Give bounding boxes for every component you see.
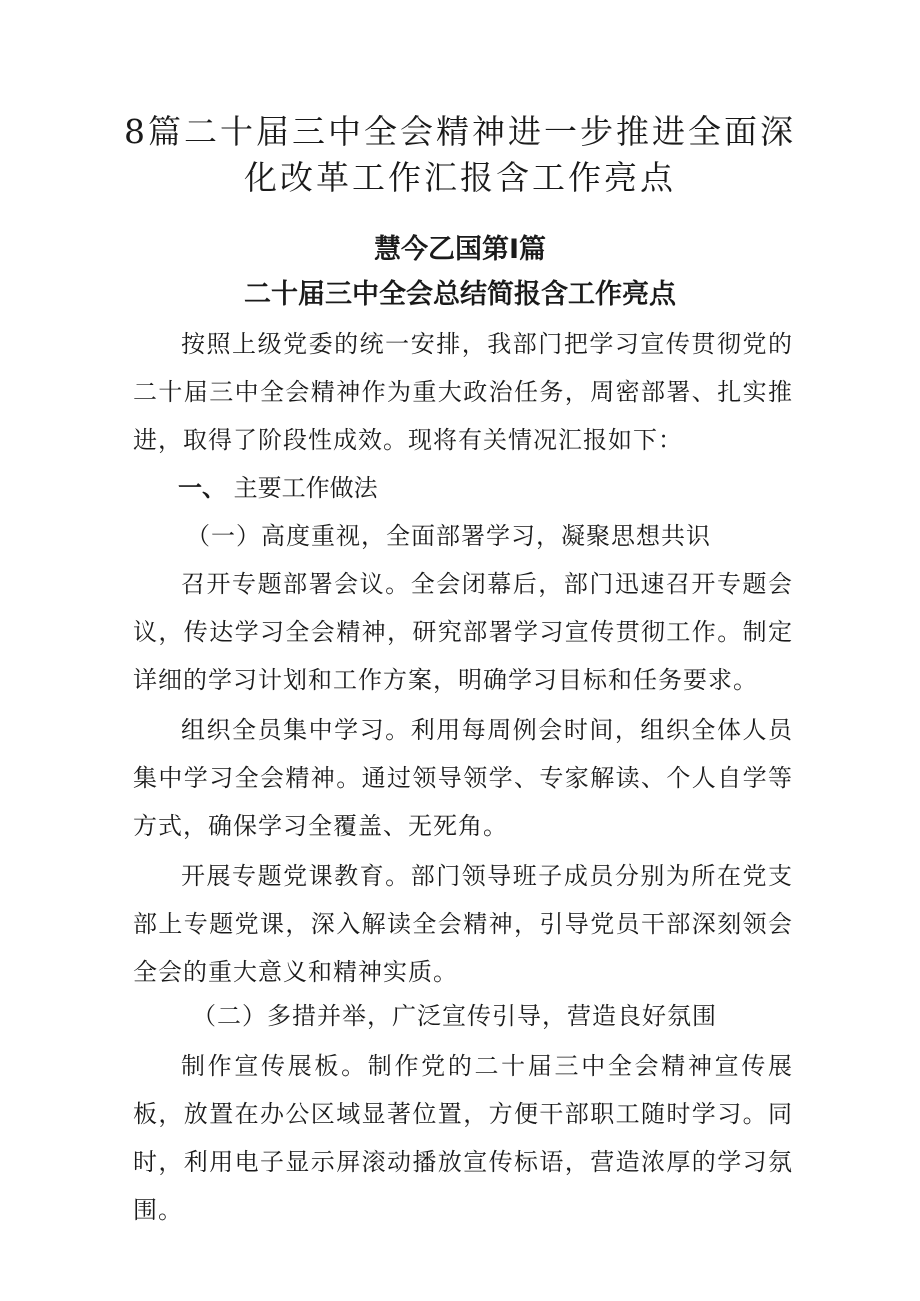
part-subtitle: 慧今乙国第I篇 — [373, 234, 547, 265]
subsection-2-paragraph-1: 制作宣传展板。制作党的二十届三中全会精神宣传展板，放置在办公区域显著位置，方便干部职工随时学习。同时，利用电子显示屏滚动播放宣传标语，营造浓厚的学习氛围。 — [133, 1052, 793, 1224]
subsection-1-paragraph-3: 开展专题党课教育。部门领导班子成员分别为所在党支部上专题党课，深入解读全会精神，引导党员干部深刻领会全会的重大意义和精神实质。 — [133, 862, 793, 986]
subsection-1-paragraph-2: 组织全员集中学习。利用每周例会时间，组织全体人员集中学习全会精神。通过领导领学、专家解读、个人自学等方式，确保学习全覆盖、无死角。 — [133, 716, 793, 840]
document-title-line-1: 8篇二十届三中全会精神进一步推进全面深 — [124, 112, 796, 151]
subsection-2-heading: （二）多措并举，广泛宣传引导，营造良好氛围 — [192, 1002, 717, 1030]
document-title-line-2: 化改革工作汇报含工作亮点 — [244, 158, 676, 197]
report-subtitle: 二十届三中全会总结简报含工作亮点 — [244, 279, 676, 310]
section-1-number: 一、 — [178, 474, 226, 502]
section-1-title: 主要工作做法 — [233, 474, 378, 502]
subsection-1-paragraph-1: 召开专题部署会议。全会闭幕后，部门迅速召开专题会议，传达学习全会精神，研究部署学习宣传贯彻工作。制定详细的学习计划和工作方案，明确学习目标和任务要求。 — [133, 570, 793, 694]
subsection-1-heading: （一）高度重视，全面部署学习，凝聚思想共识 — [186, 522, 711, 550]
section-1-heading — [178, 468, 378, 508]
intro-paragraph: 按照上级党委的统一安排，我部门把学习宣传贯彻党的二十届三中全会精神作为重大政治任务，周密部署、扎实推进，取得了阶段性成效。现将有关情况汇报如下： — [133, 330, 793, 454]
